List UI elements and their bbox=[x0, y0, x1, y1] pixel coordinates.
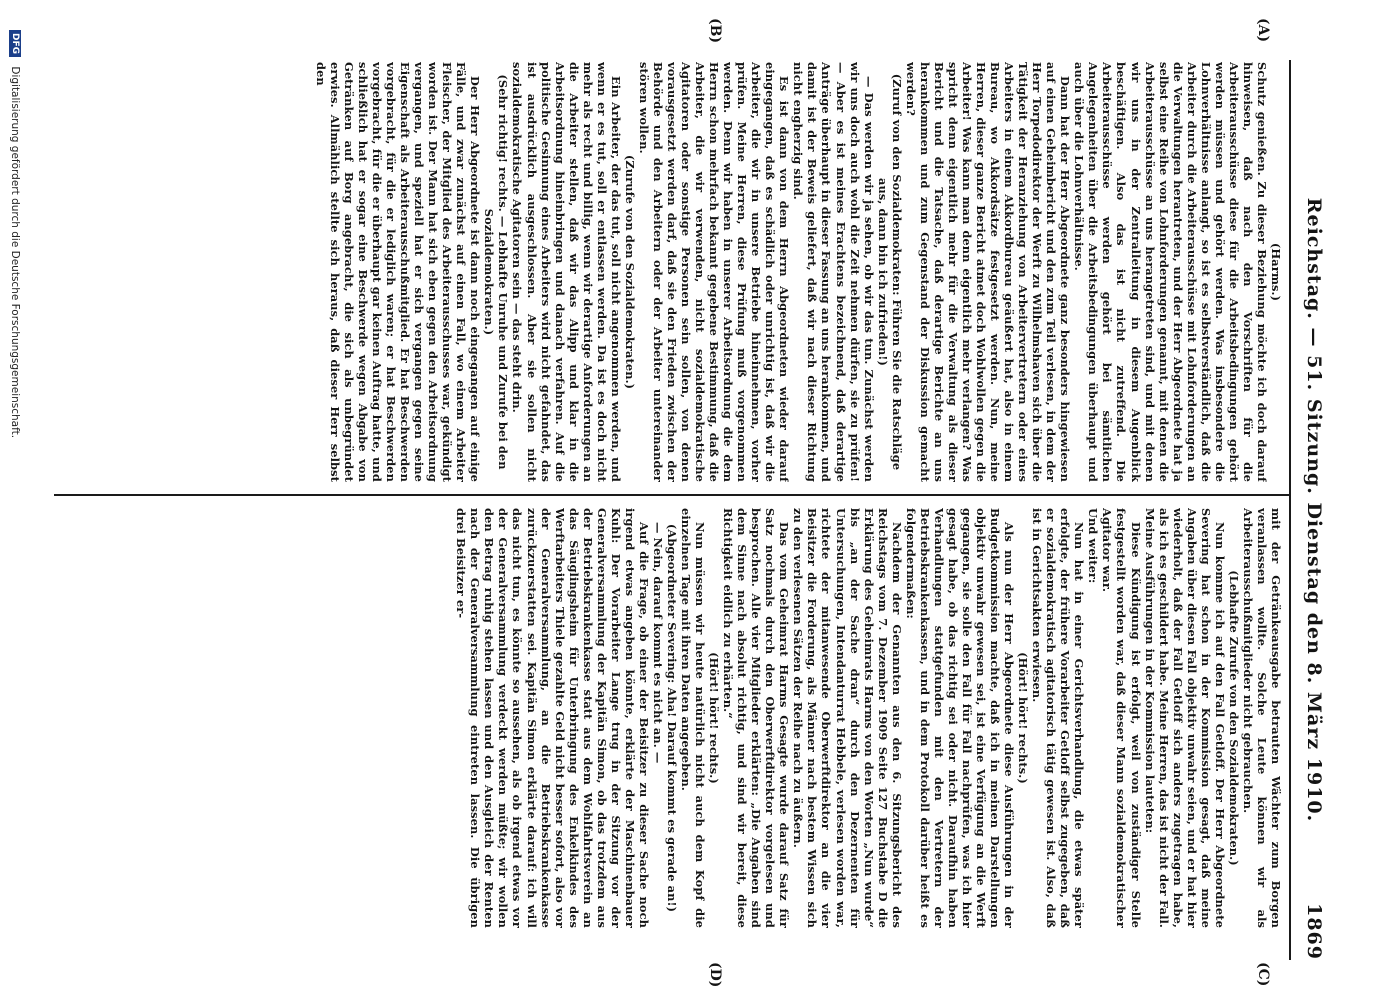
header-rule bbox=[1289, 60, 1291, 960]
stage-direction: (Lebhafte Zurufe von den Sozialdemokraten.) bbox=[1226, 570, 1241, 866]
paragraph: Schutz genießen. Zu dieser Beziehung möchte ich doch darauf hinweisen, daß nach den Vorschriften für die Arbeiterausschüsse diese für die Arbeitsbedingungen gehört werden müssen und gehört werden. Was insbesondere die Lohnverhältnisse anlangt, so ist es selbstverständlich, daß die Arbeiter durch die Arbeiterausschüsse mit Lohnforderungen an die Verwaltungen herantreten, und der Herr Abgeordnete hat ja selbst eine Reihe von Lohnforderungen genannt, mit denen die Arbeiterausschüsse an uns herangetreten sind, und mit denen wir uns in der Zentralleitung in diesem Augenblick beschäftigen. Also das ist nicht zutreffend. Die Arbeiterausschüsse werden gehört bei sämtlichen Angelegenheiten über die Arbeitsbedingungen überhaupt und auch über die Lohnverhältnisse. bbox=[1072, 62, 1269, 482]
header-title: Reichstag. — 51. Sitzung. Dienstag den 8. März 1910. bbox=[1303, 197, 1325, 823]
dfg-logo: DFG bbox=[9, 30, 21, 57]
left-column bbox=[55, 62, 1283, 482]
paragraph: Ein Arbeiter, der das tut, soll nicht angenommen werden, und wenn er es tut, soll er entlassen werden. Da ist es doch nicht mehr als recht und billig, wenn wir derartige Anforderungen an die Arbeiter stellen, daß wir das Alipp und klar in die Arbeitsordnung hineinbringen und danach verfahren. Auf die politische Gesinnung eines Arbeiters wird nicht gefahndet, das ist ausdrücklich ausgeschlossen. Aber sie sollen nicht sozialdemokratische Agitatoren sein — das steht drin. bbox=[510, 62, 623, 482]
paragraph: Nachdem der Genannten aus den 6. Sitzungsbericht des Reichstags vom 7. Dezember 1909 Seite 127 Buchstabe D die Erklärung des Geheimrats Harms von den Worten „Nun wurde“ bis „an der Sache dran“ durch den Dezernenten für Untersuchungen, Intendanturrat Hebbele, verlesen worden war, richtete der mitanwesende Oberwerftdirektor an die vier Beisitzer die Forderung, als Männer nach bestem Wissen sich zu den verlesenen Sätzen der Reihe nach zu äußern. bbox=[791, 508, 904, 928]
paragraph: Der Herr Abgeordnete ist dann noch eingegangen auf einige Fälle, und zwar zunächst auf einen Fall, wo einem Arbeiter Fleischer, der Mitglied des Arbeiterausschusses war, gekündigt worden ist. Der Mann hat sich eben gegen den Arbeitsordnung vergangen, und speziell hat er sich vergangen gegen seine Eigenschaft als Arbeiterausschußmitglied. Er hat Beschwerden vorgebracht, für die er lediglich waren; er hat Beschwerden vorgebracht, für die er überhaupt gar keinen Auftrag hatte, und schließlich hat er sogar eine Beschwerde wegen Abgabe von Getränken auf Borg angebracht, die sich als unbegründet erwies. Allmählich stellte sich heraus, daß dieser Herr selbst den bbox=[313, 62, 483, 482]
paragraph: Dann hat der Herr Abgeordnete ganz besonders hingewiesen auf einen Geheimbericht und den zum Teil verlesen, in dem der Herr Torpedodirektor der Werft zu Wilhelmshaven sich über die Tätigkeit der Heranziehung von Arbeitervertretern oder eines Arbeiters in einem Akkordbureau geäußert hat, also in einem Bureau, wo Akkordsätze festgesetzt werden. Nun, meine Herren, dieser ganze Bericht atmet doch Wohlwollen gegen die Arbeiter! Was kann man denn eigentlich mehr verlangen? Was spricht denn eigentlich mehr für die Verwaltung als dieser Bericht und die Tatsache, daß derartige Berichte an uns herankommen und zum Gegenstand der Diskussion gemacht werden? bbox=[903, 62, 1073, 482]
paragraph: Nun müssen wir heute natürlich nicht auch dem Kopf die einzelnen Tage mit ihren Daten angegeben. bbox=[679, 508, 708, 928]
paragraph: Es ist dann von dem Herrn Abgeordneten wieder darauf eingegangen, daß es schädlich oder unrichtig ist, daß wir die Arbeiter, die wir in unsere Betriebe hineinnehmen, vorher prüfen. Meine Herren, diese Prüfung muß vorgenommen werden. Denn wir haben in unserer Arbeitsordnung die dem Herrn schon mehrfach bekannt gegebene Bestimmung, daß die Arbeiter, die wir verwenden, nicht sozialdemokratische Agitatoren oder sonstige Personen sein sollen, von denen vorausgesetzt werden darf, daß sie den Frieden zwischen der Behörde und den Arbeitern oder der Arbeiter untereinander stören wollen. bbox=[636, 62, 792, 482]
margin-marker-c: (C) bbox=[1255, 962, 1271, 987]
paragraph: — Nein, darauf kommt es nicht an. — bbox=[650, 522, 665, 764]
paragraph: mit der Getränkeausgabe betrauten Wächter zum Borgen veranlassen wollte. Solche Leute können wir als Arbeiterausschußmitglieder nicht gebrauchen. bbox=[1240, 508, 1283, 928]
stage-direction: (Sehr richtig! rechts. — Lebhafte Unruhe und Zurufe bei den Sozialdemokraten.) bbox=[482, 74, 511, 470]
digitization-credit bbox=[5, 30, 21, 980]
page-header bbox=[1295, 60, 1325, 960]
paragraph: Als nun der Herr Abgeordnete diese Ausführungen in der Budgetkommission machte, daß ich in meinen Darstellungen objektiv unwahr gewesen sei, ist eine Verfügung an die Werft gegangen, sie solle den Fall für Fall nachprüfen, was ich hier gesagt habe, ob das richtig sei oder nicht. Daraufhin haben Verhandlungen stattgefunden mit den Vertretern der Betriebskrankenkassen, und in dem Protokoll darüber heißt es folgendermaßen: bbox=[903, 508, 1017, 928]
margin-marker-d: (D) bbox=[707, 962, 723, 988]
stage-direction: (Harms.) bbox=[1269, 242, 1283, 302]
paragraph: Nun komme ich auf den Fall Getloff. Der Herr Abgeordnete Severing hat schon in der Kommission gesagt, daß meine Angaben über diesen Fall objektiv unwahr seien, und er hat hier wiederholt, daß der Fall Getloff sich anders zugetragen habe, als ich es geschildert habe. Meine Herren, das ist nicht der Fall. Meine Ausführungen in der Kommission lauteten: bbox=[1142, 508, 1227, 928]
paragraph: Nun hat in einer Gerichtsverhandlung, die etwas später erfolgte, der frühere Vorarbeiter Getloff selbst zugegeben, daß er sozialdemokratisch agitatorisch tätig gewesen ist. Also, daß ist in Gerichtsakten erwiesen. bbox=[1030, 508, 1087, 928]
page-number: 1869 bbox=[1303, 903, 1325, 960]
stage-direction: (Hört! hört! rechts.) bbox=[1016, 652, 1031, 784]
stage-direction: (Abgeordneter Severing: Aha! Darauf kommt es gerade an!) bbox=[664, 523, 679, 913]
paragraph: Das vom Geheimrat Harms Gesagte wurde darauf Satz für Satz nochmals durch den Oberwerftdirektor vorgelesen und besprochen. Alle vier Mitglieder erklärten: „Die Angaben sind dem Sinne nach absolut richtig, und sind wir bereit, diese Richtigkeit eidlich zu erhärten.“ bbox=[721, 508, 792, 928]
paragraph: — Das werden wir ja sehen, ob wir das tun. Zunächst werden wir uns doch auch wohl die Zeit nehmen dürfen, sie zu prüfen! — Aber es ist meines Erachtens bezeichnend, daß derartige Anträge überhaupt in dieser Fassung an uns herankommen, und damit ist der Beweis geliefert, daß wir nach dieser Richtung nicht engherzig sind. bbox=[791, 62, 876, 482]
stage-direction: (Zuruf von den Sozialdemokraten: Führen Sie die Ratschläge aus, dann bin ich zufrieden!) bbox=[875, 73, 904, 471]
right-column bbox=[55, 508, 1283, 928]
paragraph: Diese Kündigung ist erfolgt, weil von zuständiger Stelle festgestellt worden war, daß dieser Mann sozialdemokratischer Agitator war. bbox=[1100, 508, 1143, 928]
paragraph: Und weiter: bbox=[1086, 508, 1101, 584]
credit-text: Digitalisierung gefördert durch die Deutsche Forschungsgemeinschaft. bbox=[9, 66, 21, 439]
stage-direction: (Zurufe von den Sozialdemokraten.) bbox=[622, 154, 637, 390]
paragraph: Auf die Frage, ob einer der Beisitzer zu dieser Sache noch irgend etwas angeben könnte, erklärte der Maschinenbauer Kuhl: Der Vorarbeiter Lange trug in der Sitzung vor der Generalversammlung der Kapitän Simon, ob das trotzdem aus der Betriebskrankenkasse statt aus dem Wohlfahrtsverein an das Säuglingsheim für Unterbringung des Enkelkindes des Werftarbeiters Thiele gezahlte Geld nicht besser sofort, also vor der Generalversammlung, an die Betriebskrankenkasse zurückzuerstatten sei. Kapitän Simon erklärte darauf: ich will das nicht tun, es könnte so aussehen, als ob irgend etwas vor der Generalversammlung verdeckt werden müßte; wir wollen den Betrag ruhig stehen lassen und den Ausgleich der Renten nach der Generalversammlung eintreten lassen. Die übrigen drei Beisitzer er- bbox=[454, 508, 651, 928]
column-divider bbox=[54, 494, 1289, 496]
margin-marker-b: (B) bbox=[707, 18, 723, 44]
margin-marker-a: (A) bbox=[1255, 18, 1271, 43]
stage-direction: (Hört! hört! rechts.) bbox=[707, 652, 722, 784]
